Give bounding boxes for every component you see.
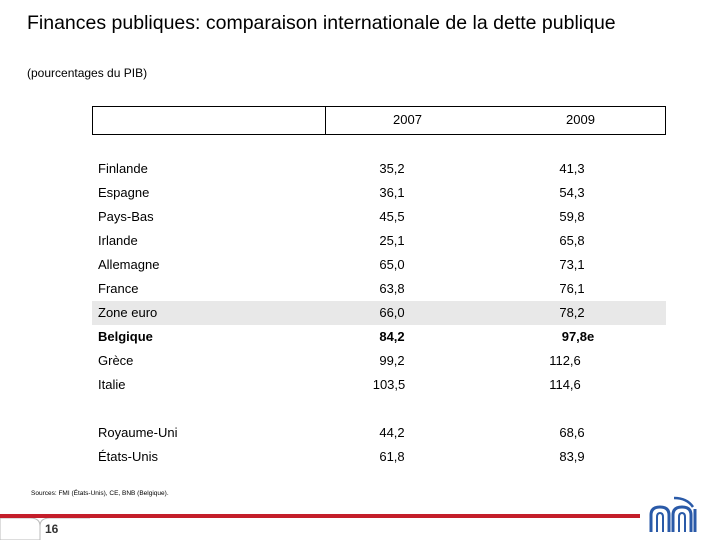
footer-bar [0,514,720,540]
slide-title: Finances publiques: comparaison internationale de la dette publique [27,12,616,34]
country-name: Pays-Bas [98,209,154,224]
table-row [92,277,666,301]
value-2007: 84,2 [379,329,405,344]
country-name: Espagne [98,185,150,200]
table-row [92,205,666,229]
country-name: Royaume-Uni [98,425,178,440]
value-2009: 54,3 [559,185,585,200]
nbb-logo-icon [643,495,705,535]
value-2007: 66,0 [379,305,405,320]
country-name: Grèce [98,353,134,368]
value-2007: 25,1 [379,233,405,248]
value-2007: 103,5 [372,377,406,392]
value-2009: 76,1 [559,281,585,296]
value-2009: 65,8 [559,233,585,248]
country-name: Finlande [98,161,148,176]
value-2009: 83,9 [559,449,585,464]
value-2009: 78,2 [559,305,585,320]
value-2007: 44,2 [379,425,405,440]
value-2007: 65,0 [379,257,405,272]
column-header-2009: 2009 [566,112,595,127]
value-2009: 112,6 [549,353,581,368]
country-name: Irlande [98,233,138,248]
value-2009: 114,6 [549,377,581,392]
table-row [92,373,666,397]
value-2009: 59,8 [559,209,585,224]
page-number: 16 [45,522,59,536]
country-name: France [98,281,139,296]
table-row [92,181,666,205]
table-row [92,445,666,469]
table-row [92,157,666,181]
sources-note: Sources: FMI (États-Unis), CE, BNB (Belgique). [31,490,169,497]
column-header-2007: 2007 [393,112,422,127]
country-name: Italie [98,377,126,392]
table-row [92,253,666,277]
value-2007: 45,5 [379,209,405,224]
value-2007: 35,2 [379,161,405,176]
value-2009: 41,3 [559,161,585,176]
table-row [92,421,666,445]
value-2007: 63,8 [379,281,405,296]
country-name: Belgique [98,329,153,344]
value-2009: 68,6 [559,425,585,440]
table-row-euro-area [92,301,666,325]
country-name: Zone euro [98,305,158,320]
header-divider [325,106,326,134]
slide-subtitle: (pourcentages du PIB) [27,66,148,80]
footer-accent-band [0,514,640,518]
country-name: Allemagne [98,257,160,272]
value-2009: 97,8e [561,329,595,344]
header-top-line [92,106,666,107]
value-2007: 99,2 [379,353,405,368]
value-2007: 36,1 [379,185,405,200]
country-name: États-Unis [98,449,158,464]
value-2009: 73,1 [559,257,585,272]
table-row [92,229,666,253]
table-row-belgium [92,325,666,349]
value-2007: 61,8 [379,449,405,464]
table-row [92,349,666,373]
